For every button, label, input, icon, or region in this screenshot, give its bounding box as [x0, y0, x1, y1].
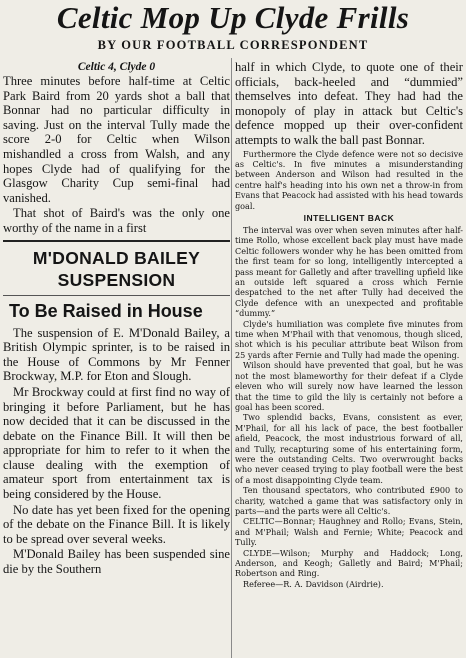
headline: Celtic Mop Up Clyde Frills — [56, 0, 410, 35]
score-line: Celtic 4, Clyde 0 — [77, 61, 156, 73]
referee-line: Referee—R. A. Davidson (Airdrie). — [243, 578, 384, 589]
section-subhead: INTELLIGENT BACK — [303, 213, 395, 223]
article-paragraph: Two splendid backs, Evans, consistent as ever, M'Phail, for all his lack of pace, the best footballer afield, Peacock, the most industrious forward of all, and Tully, recapturing some of his entertaining form, were the outstanding Celts. Two overwrought backs who never ceased trying to play football were the best of a most disappointing Clyde team. — [235, 412, 463, 485]
right-column — [235, 60, 463, 658]
left-column — [3, 60, 230, 658]
article-paragraph: The interval was over when seven minutes after half-time Rollo, whose excellent back play must have made Celtic followers wonder why he has been omitted from the first team for so long, intelligently intercepted a pass meant for Galletly and after travelling upfield like an outside left squared a cross which Fernie despatched to the net after Tully had deceived the Clyde defence with an unexpected and profitable “dummy.” — [235, 225, 463, 319]
bailey-subheadline: To Be Raised in House — [9, 300, 203, 321]
bailey-headline-line: SUSPENSION — [57, 269, 176, 290]
byline: BY OUR FOOTBALL CORRESPONDENT — [97, 38, 369, 52]
article-paragraph: No date has yet been fixed for the opening of the debate on the Finance Bill. It is likely to be spread over several weeks. — [3, 502, 230, 546]
article-paragraph: Ten thousand spectators, who contributed £900 to charity, watched a game that was satisfactory only in parts—and the parts were all Celtic's. — [235, 485, 463, 516]
article-paragraph: Wilson should have prevented that goal, but he was not the most blameworthy for their defeat if a Clyde eleven who will surely now have learned the lesson that the time to gild the lily is certainly not before a goal has been scored. — [235, 360, 463, 412]
section-rule — [3, 295, 230, 296]
article-paragraph: Mr Brockway could at first find no way of bringing it before Parliament, but he has now decided that it can be discussed in the debate on the Finance Bill. It will then be appropriate for him to refer to it when the clause dealing with the exemption of amateur sport from entertainment tax is being considered by the House. — [3, 384, 230, 502]
article-paragraph: Clyde's humiliation was complete five minutes from time when M'Phail with that venomous, though sliced, shot which is his peculiar attribute beat Wilson from 25 yards after Fernie and Tully had made the opening. — [235, 318, 463, 360]
article-paragraph: half in which Clyde, to quote one of their officials, back-heeled and “dummied” themselves into defeat. They had had the monopoly of play in attack but Celtic's defence mopped up their over-confident attempts to walk the ball past Bonnar. — [235, 60, 463, 147]
team-line: CELTIC—Bonnar; Haughney and Rollo; Evans, Stein, and M'Phail; Walsh and Fernie; White; Peacock and Tully. — [235, 516, 463, 548]
bailey-headline — [3, 247, 230, 291]
bailey-headline-line: M'DONALD BAILEY — [32, 247, 201, 268]
team-line: CLYDE—Wilson; Murphy and Haddock; Long, Anderson, and Keogh; Galletly and Baird; M'Phail; Robertson and Ring. — [235, 547, 463, 579]
article-paragraph: Three minutes before half-time at Celtic Park Baird from 20 yards shot a ball that Bonnar had no particular difficulty in saving. Just on the interval Tully made the score 2-0 for Celtic when Wilson mishandled a cross from Walsh, and any hopes Clyde had of qualifying for the Glasgow Charity Cup semi-final had vanished. — [3, 74, 230, 205]
section-rule — [3, 240, 230, 242]
column-divider — [231, 58, 232, 658]
article-paragraph: The suspension of E. M'Donald Bailey, a British Olympic sprinter, is to be raised in the House of Commons by Mr Fenner Brockway, M.P. for Eton and Slough. — [3, 325, 230, 384]
article-paragraph: That shot of Baird's was the only one worthy of the name in a first — [3, 206, 230, 235]
article-paragraph: Furthermore the Clyde defence were not so decisive as Celtic's. In five minutes a misunderstanding between Anderson and Wilson had resulted in the centre half's heading into his own net a throw-in from Evans that Peacock had assisted with his head towards goal. — [235, 148, 463, 211]
article-paragraph: M'Donald Bailey has been suspended sine die by the Southern — [3, 547, 230, 577]
